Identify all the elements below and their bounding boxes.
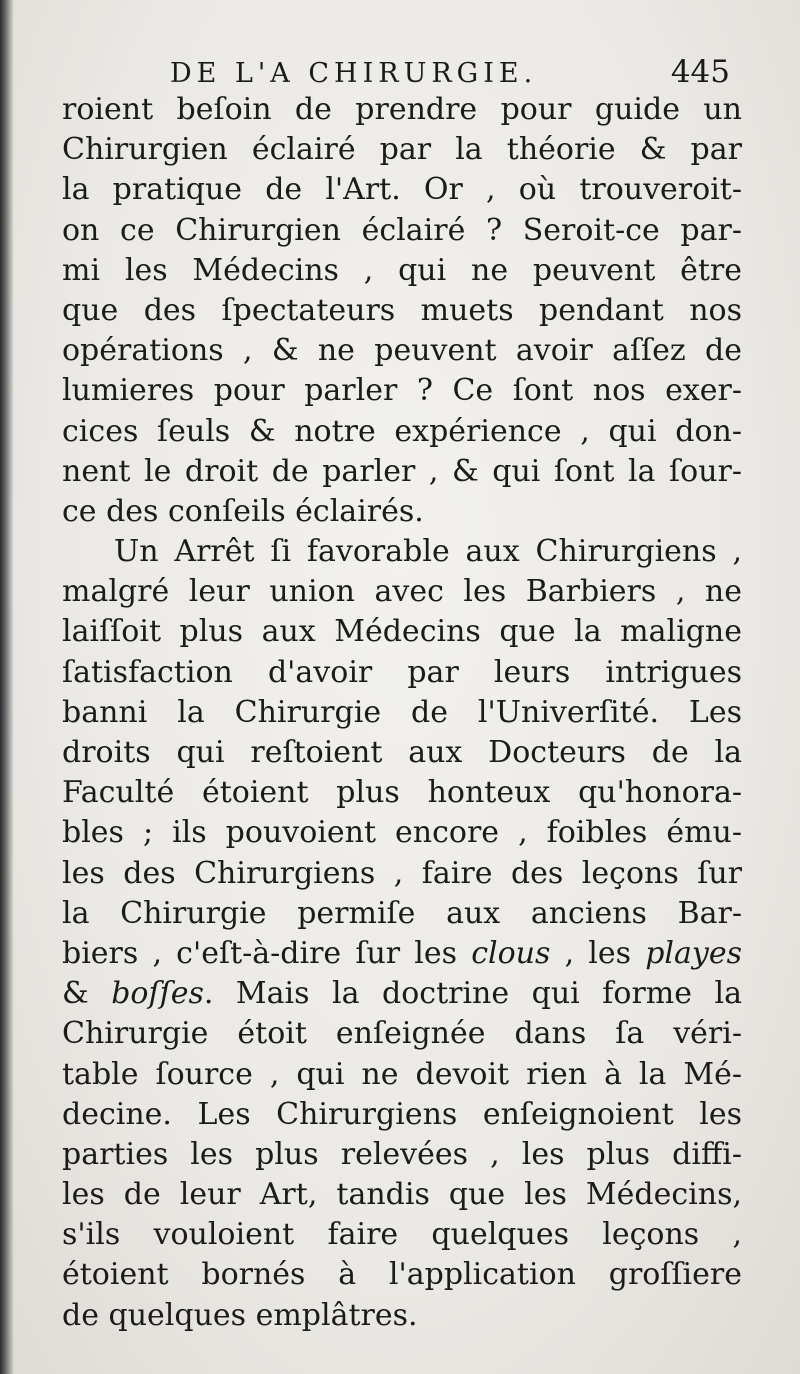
text-line: que des ſpectateurs muets pendant nos [62,292,742,328]
text-line: roient beſoin de prendre pour guide un [62,92,742,127]
text-line: banni la Chirurgie de l'Univerſité. Les [62,694,742,730]
text-run: , les [550,935,646,971]
text-line: Faculté étoient plus honteux qu'honora- [62,775,742,811]
text-line: mi les Médecins , qui ne peuvent être [62,252,742,288]
text-run: & [62,976,112,1012]
text-line-with-italics [62,934,742,974]
text-line: opérations , & ne peuvent avoir aſſez de [62,333,742,369]
text-line: Un Arrêt ſi favorable aux Chirurgiens , [114,534,742,570]
italic-word-playes: playes [645,935,743,971]
running-head: DE L'A CHIRURGIE. [170,58,538,89]
text-line: bles ; ils pouvoient encore , foibles ému- [62,815,742,851]
page-number: 445 [670,54,730,90]
italic-word-bosses: boſſes [111,976,204,1012]
text-line: parties les plus relevées , les plus diffi- [62,1136,742,1172]
text-line: la pratique de l'Art. Or , où trouveroit- [62,172,742,208]
text-line: ſatisfaction d'avoir par leurs intrigues [62,654,742,690]
text-line: table ſource , qui ne devoit rien à la Mé- [62,1056,742,1092]
book-gutter-shadow [0,0,14,1374]
text-line: de quelques emplâtres. [62,1297,418,1333]
text-line: les de leur Art, tandis que les Médecins, [62,1177,742,1213]
text-line: droits qui reſtoient aux Docteurs de la [62,735,742,770]
text-line: Chirurgie étoit enſeignée dans ſa véri- [62,1016,742,1052]
text-line-with-italics [62,974,742,1014]
text-line: malgré leur union avec les Barbiers , ne [62,574,742,610]
text-line: lumieres pour parler ? Ce ſont nos exer- [62,373,742,409]
text-line: on ce Chirurgien éclairé ? Seroit-ce par- [62,212,742,248]
text-run: biers , c'eſt-à-dire ſur les [62,935,472,971]
text-line: cices ſeuls & notre expérience , qui don- [62,413,742,449]
text-line: ce des conſeils éclairés. [62,493,424,529]
body-text [62,90,742,1336]
text-line: étoient bornés à l'application groſſiere [62,1257,742,1293]
text-run: . Mais la doctrine qui forme la [203,976,742,1012]
text-line: Chirurgien éclairé par la théorie & par [62,132,742,168]
text-line: la Chirurgie permiſe aux anciens Bar- [62,895,742,931]
text-line: s'ils vouloient faire quelques leçons , [62,1217,742,1253]
text-line: les des Chirurgiens , faire des leçons ſur [62,855,742,891]
text-line: nent le droit de parler , & qui ſont la ſour- [62,453,742,489]
text-line: laiſſoit plus aux Médecins que la maligne [62,614,742,650]
italic-word-clous: clous [471,935,551,971]
text-line: decine. Les Chirurgiens enſeignoient les [62,1096,742,1132]
